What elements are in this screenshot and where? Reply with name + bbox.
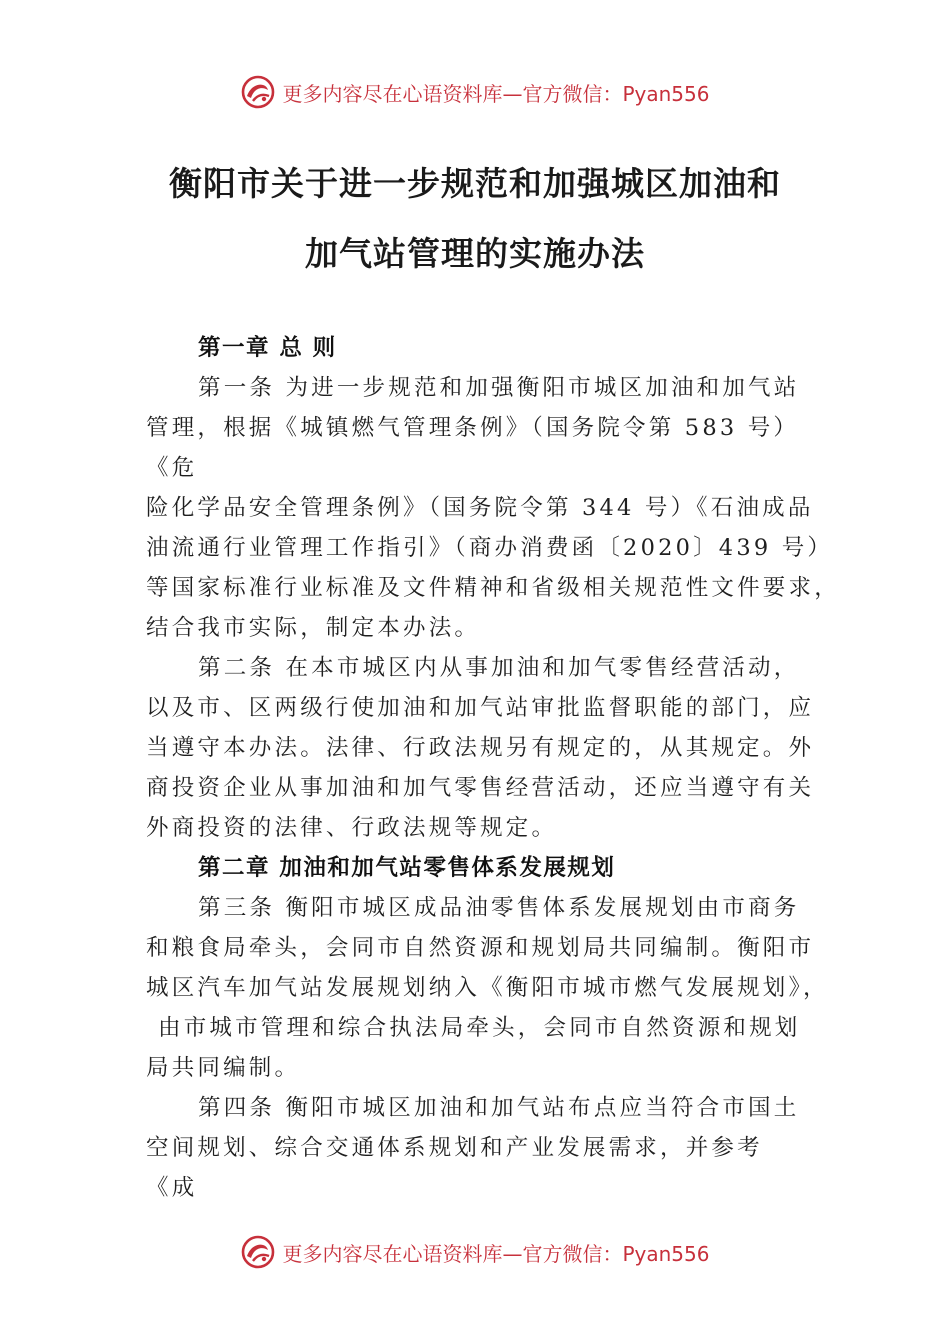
paragraph-line: 第四条 衡阳市城区加油和加气站布点应当符合市国土 xyxy=(198,1095,800,1121)
paragraph-line: 第三条 衡阳市城区成品油零售体系发展规划由市商务 xyxy=(198,895,800,921)
paragraph-line: 险化学品安全管理条例》（国务院令第 344 号）《石油成品 xyxy=(146,495,814,521)
paragraph-line: 《成 xyxy=(146,1175,198,1201)
paragraph-line: 以及市、区两级行使加油和加气站审批监督职能的部门，应 xyxy=(146,695,815,721)
paragraph-line: 管理，根据《城镇燃气管理条例》（国务院令第 583 号） xyxy=(146,415,800,441)
paragraph-line: 商投资企业从事加油和加气零售经营活动，还应当遵守有关 xyxy=(146,775,815,801)
paragraph-line: 由市城市管理和综合执法局牵头，会同市自然资源和规划 xyxy=(158,1015,801,1041)
header-banner xyxy=(0,70,950,114)
paragraph-line: 外商投资的法律、行政法规等规定。 xyxy=(146,815,558,841)
swirl-logo-icon xyxy=(240,1234,276,1270)
document-body xyxy=(146,328,840,1208)
banner-text: 更多内容尽在心语资料库—官方微信：Pyan556 xyxy=(282,81,710,106)
footer-banner xyxy=(0,1230,950,1274)
banner-text: 更多内容尽在心语资料库—官方微信：Pyan556 xyxy=(282,1241,710,1266)
paragraph-line: 油流通行业管理工作指引》（商办消费函〔2020〕439 号） xyxy=(146,535,834,561)
paragraph-line: 局共同编制。 xyxy=(146,1055,301,1081)
paragraph-line: 第二条 在本市城区内从事加油和加气零售经营活动， xyxy=(198,655,800,681)
paragraph-line: 空间规划、综合交通体系规划和产业发展需求，并参考 xyxy=(146,1135,763,1161)
paragraph-line: 等国家标准行业标准及文件精神和省级相关规范性文件要求， xyxy=(146,575,840,601)
paragraph-line: 城区汽车加气站发展规划纳入《衡阳市城市燃气发展规划》， xyxy=(146,975,829,1001)
paragraph-line: 结合我市实际，制定本办法。 xyxy=(146,615,481,641)
document-title-line1: 衡阳市关于进一步规范和加强城区加油和 xyxy=(169,164,781,203)
chapter-heading: 第一章 总 则 xyxy=(198,335,337,361)
swirl-logo-icon xyxy=(240,74,276,110)
paragraph-line: 当遵守本办法。法律、行政法规另有规定的，从其规定。外 xyxy=(146,735,815,761)
chapter-heading: 第二章 加油和加气站零售体系发展规划 xyxy=(198,855,616,881)
paragraph-line: 第一条 为进一步规范和加强衡阳市城区加油和加气站 xyxy=(198,375,800,401)
paragraph-line: 和粮食局牵头，会同市自然资源和规划局共同编制。衡阳市 xyxy=(146,935,815,961)
document-title-line2: 加气站管理的实施办法 xyxy=(305,234,645,273)
paragraph-line: 《危 xyxy=(146,455,198,481)
